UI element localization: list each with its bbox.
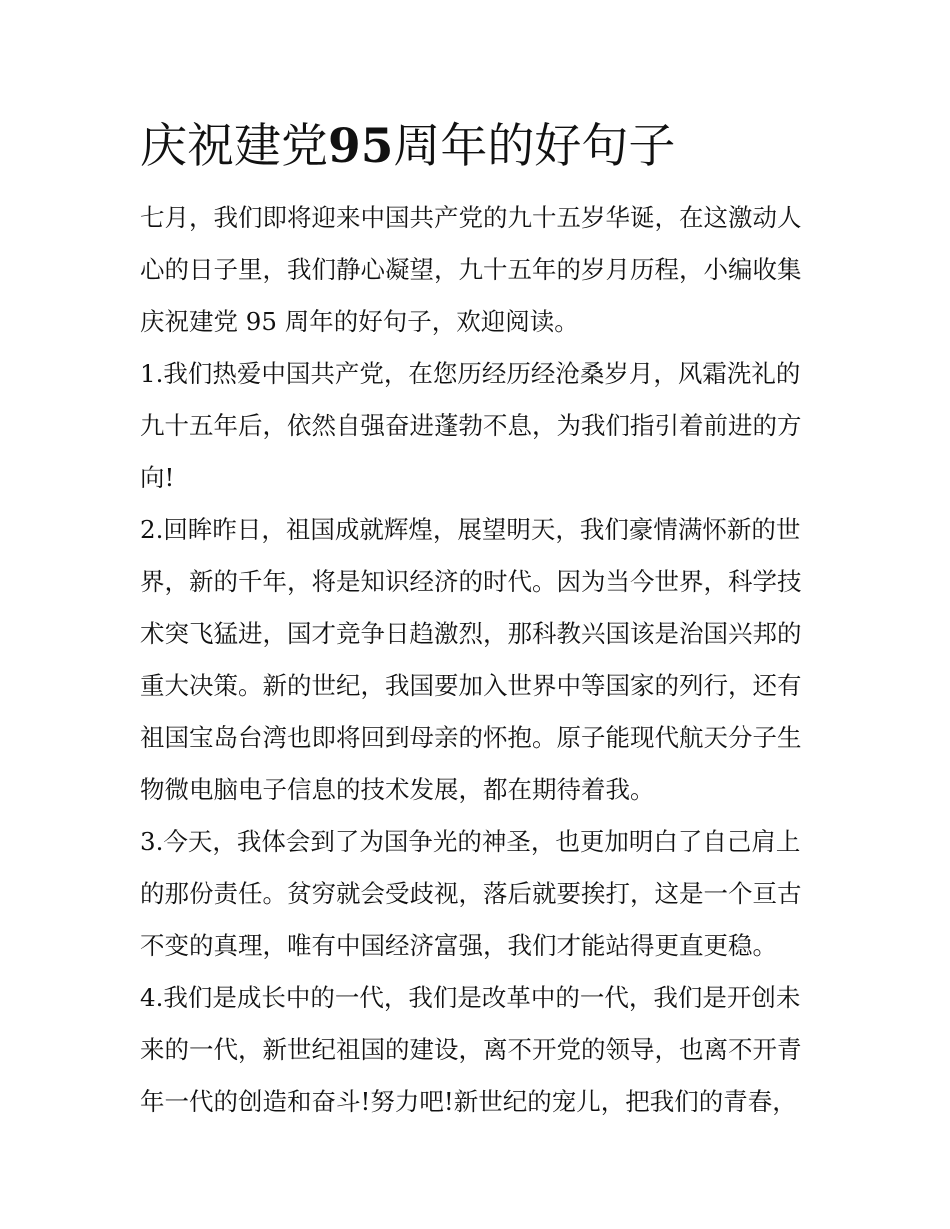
sentence-item-1	[140, 348, 815, 504]
title-part-2: 95	[328, 119, 394, 174]
paragraph-line: 的那份责任。贫穷就会受歧视，落后就要挨打，这是一个亘古	[140, 879, 802, 908]
paragraph-line: 不变的真理，唯有中国经济富强，我们才能站得更直更稳。	[140, 931, 777, 960]
sentence-item-2	[140, 504, 815, 816]
paragraph-line: 2.回眸昨日，祖国成就辉煌，展望明天，我们豪情满怀新的世	[140, 515, 801, 544]
paragraph-line: 九十五年后，依然自强奋进蓬勃不息，为我们指引着前进的方	[140, 411, 802, 440]
paragraph-line: 术突飞猛进，国才竞争日趋激烈，那科教兴国该是治国兴邦的	[140, 619, 802, 648]
paragraph-line: 4.我们是成长中的一代，我们是改革中的一代，我们是开创未	[140, 983, 801, 1012]
paragraph-line: 界，新的千年，将是知识经济的时代。因为当今世界，科学技	[140, 567, 802, 596]
paragraph-line: 向!	[140, 463, 175, 492]
paragraph-line: 重大决策。新的世纪，我国要加入世界中等国家的列行，还有	[140, 671, 802, 700]
paragraph-line: 年一代的创造和奋斗!努力吧!新世纪的宠儿，把我们的青春，	[140, 1087, 797, 1116]
paragraph-line: 来的一代，新世纪祖国的建设，离不开党的领导，也离不开青	[140, 1035, 802, 1064]
paragraph-line: 物微电脑电子信息的技术发展，都在期待着我。	[140, 775, 655, 804]
paragraph-line: 祖国宝岛台湾也即将回到母亲的怀抱。原子能现代航天分子生	[140, 723, 802, 752]
title-part-1: 庆祝建党	[140, 119, 328, 174]
paragraph-line: 心的日子里，我们静心凝望，九十五年的岁月历程，小编收集	[140, 255, 802, 284]
paragraph-line: 1.我们热爱中国共产党，在您历经历经沧桑岁月，风霜洗礼的	[140, 359, 801, 388]
sentence-item-3	[140, 816, 815, 972]
title-part-3: 周年的好句子	[393, 119, 676, 174]
paragraph-line: 3.今天，我体会到了为国争光的神圣，也更加明白了自己肩上	[140, 827, 801, 856]
document-title	[140, 112, 815, 182]
paragraph-line: 七月，我们即将迎来中国共产党的九十五岁华诞，在这激动人	[140, 203, 802, 232]
document-body	[140, 112, 815, 1128]
paragraph-line: 庆祝建党 95 周年的好句子，欢迎阅读。	[140, 307, 579, 336]
sentence-item-4	[140, 972, 815, 1128]
intro-paragraph	[140, 192, 815, 348]
